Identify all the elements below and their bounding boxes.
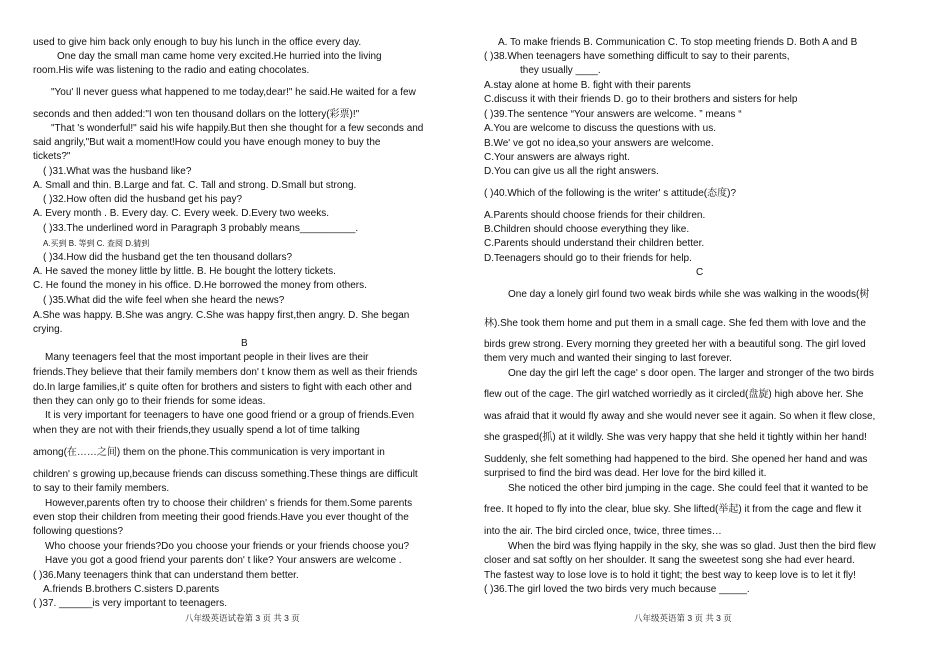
text-line: seconds and then added:"I won ten thousand dollars on the lottery(彩票)!"	[33, 109, 360, 120]
page-footer-left: 八年级英语试卷第 3 页 共 3 页	[185, 613, 300, 623]
section-heading-b: B	[241, 338, 248, 349]
option-40-c: C.Parents should understand their children better.	[484, 238, 705, 249]
text-line: Have you got a good friend your parents don' t like? Your answers are welcome .	[45, 555, 402, 566]
text-line: friends.They believe that their family members don' t know them as well as their friends	[33, 367, 418, 378]
text-line: She noticed the other bird jumping in the cage. She could feel that it wanted to be	[508, 483, 869, 494]
text-line: One day the girl left the cage' s door open. The larger and stronger of the two birds	[508, 368, 874, 379]
text-line: Many teenagers feel that the most important people in their lives are their	[45, 352, 369, 363]
text-line: One day the small man came home very excited.He hurried into the living	[57, 51, 382, 62]
question-33: ( )33.The underlined word in Paragraph 3 probably means__________.	[43, 223, 359, 234]
option-39-b: B.We' ve got no idea,so your answers are welcome.	[484, 138, 714, 149]
text-line: even stop their children from meeting their good friends.Have you ever thought of the	[33, 512, 409, 523]
options-33: A.买到 B. 等到 C. 查阅 D.猜到	[43, 239, 150, 248]
text-line: The fastest way to lose love is to hold it tight; the best way to keep love is to let it fly!	[484, 570, 856, 581]
text-line: tickets?"	[33, 151, 71, 162]
options-38-cd: C.discuss it with their friends D. go to their brothers and sisters for help	[484, 94, 798, 105]
text-line: 林).She took them home and put them in a small cage. She fed them with love and the	[484, 318, 866, 329]
question-31: ( )31.What was the husband like?	[43, 166, 192, 177]
text-line: children' s growing up,because friends can discuss something.These things are difficult	[33, 469, 418, 480]
text-line: said angrily,"But wait a moment!How could you have enough money to buy the	[33, 137, 381, 148]
options-32: A. Every month . B. Every day. C. Every week. D.Every two weeks.	[33, 208, 330, 219]
text-line: used to give him back only enough to buy his lunch in the office every day.	[33, 37, 362, 48]
text-line: crying.	[33, 324, 63, 335]
options-31: A. Small and thin. B.Large and fat. C. Tall and strong. D.Small but strong.	[33, 180, 357, 191]
text-line: Who choose your friends?Do you choose your friends or your friends choose you?	[45, 541, 410, 552]
option-39-d: D.You can give us all the right answers.	[484, 166, 659, 177]
text-line: they usually ____.	[520, 65, 601, 76]
text-line: closer and sat softly on her shoulder. It sang the sweetest song she had ever heard.	[484, 555, 855, 566]
options-34-cd: C. He found the money in his office. D.He borrowed the money from others.	[33, 280, 367, 291]
text-line: among(在……之间) them on the phone.This communication is very important in	[33, 447, 385, 458]
text-line: When the bird was flying happily in the sky, she was so glad. Just then the bird flew	[508, 541, 876, 552]
question-40: ( )40.Which of the following is the writer' s attitude(态度)?	[484, 188, 737, 199]
text-line: surprised to find the bird was dead. Her love for the bird killed it.	[484, 468, 767, 479]
section-heading-c: C	[696, 267, 704, 278]
question-38: ( )38.When teenagers have something difficult to say to their parents,	[484, 51, 790, 62]
text-line: following questions?	[33, 526, 124, 537]
question-37: ( )37. ______is very important to teenagers.	[33, 598, 227, 609]
options-38-ab: A.stay alone at home B. fight with their parents	[484, 80, 691, 91]
text-line: "That 's wonderful!" said his wife happily.But then she thought for a few seconds and	[51, 123, 424, 134]
question-32: ( )32.How often did the husband get his pay?	[43, 194, 243, 205]
text-line: free. It hoped to fly into the clear, blue sky. She lifted(举起) it from the cage and flew it	[484, 504, 862, 515]
text-line: Suddenly, she felt something had happened to the bird. She opened her hand and was	[484, 454, 868, 465]
text-line: into the air. The bird circled once, twice, three times…	[484, 526, 722, 537]
text-line: It is very important for teenagers to have one good friend or a group of friends.Even	[45, 410, 415, 421]
question-39: ( )39.The sentence “Your answers are welcome. ” means “	[484, 109, 742, 120]
options-35: A.She was happy. B.She was angry. C.She was happy first,then angry. D. She began	[33, 310, 410, 321]
option-39-a: A.You are welcome to discuss the questions with us.	[484, 123, 716, 134]
text-line: However,parents often try to choose their children' s friends for them.Some parents	[45, 498, 413, 509]
question-36: ( )36.Many teenagers think that can understand them better.	[33, 570, 299, 581]
option-40-b: B.Children should choose everything they like.	[484, 224, 690, 235]
text-line: "You' ll never guess what happened to me today,dear!" he said.He waited for a few	[51, 87, 416, 98]
option-39-c: C.Your answers are always right.	[484, 152, 630, 163]
text-line: to say to their family members.	[33, 483, 170, 494]
question-34: ( )34.How did the husband get the ten thousand dollars?	[43, 252, 293, 263]
text-line: flew out of the cage. The girl watched worriedly as it circled(盘旋) high above her. She	[484, 389, 864, 400]
text-line: when they are not with their friends,they usually spend a lot of time talking	[33, 425, 360, 436]
text-line: them very much and wanted their singing to last forever.	[484, 353, 732, 364]
page-footer-right: 八年级英语第 3 页 共 3 页	[634, 613, 732, 623]
option-40-d: D.Teenagers should go to their friends for help.	[484, 253, 692, 264]
options-36: A.friends B.brothers C.sisters D.parents	[43, 584, 220, 595]
text-line: she grasped(抓) at it wildly. She was very happy that she held it tightly within her hand!	[484, 432, 867, 443]
options-37: A. To make friends B. Communication C. To stop meeting friends D. Both A and B	[498, 37, 858, 48]
text-line: was afraid that it would fly away and she would never see it again. So when it flew close,	[484, 411, 876, 422]
question-35: ( )35.What did the wife feel when she heard the news?	[43, 295, 285, 306]
options-34-ab: A. He saved the money little by little. B. He bought the lottery tickets.	[33, 266, 336, 277]
text-line: One day a lonely girl found two weak birds while she was walking in the woods(树	[508, 289, 870, 300]
option-40-a: A.Parents should choose friends for their children.	[484, 210, 706, 221]
text-line: then they can only go to their friends for some ideas.	[33, 396, 266, 407]
question-36-c: ( )36.The girl loved the two birds very much because _____.	[484, 584, 750, 595]
text-line: birds grew strong. Every morning they greeted her with a beautiful song. The girl loved	[484, 339, 866, 350]
text-line: room.His wife was listening to the radio and eating chocolates.	[33, 65, 310, 76]
text-line: do.In large families,it' s quite often for brothers and sisters to fight with each other and	[33, 382, 412, 393]
